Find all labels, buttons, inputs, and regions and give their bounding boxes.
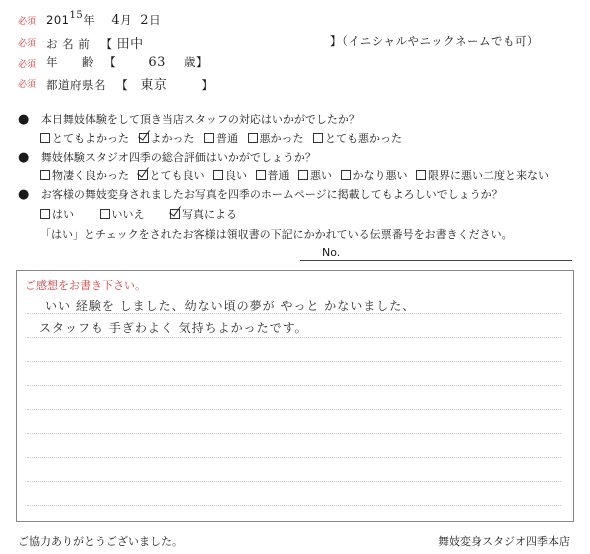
option[interactable]: 物凄く良かった: [40, 169, 129, 182]
name-label: お 名 前: [46, 37, 91, 51]
ruled-line: [27, 409, 561, 410]
year-correction: 15: [69, 10, 84, 21]
question-3-options: [40, 206, 237, 222]
ruled-line: [27, 337, 561, 338]
question-2: [18, 149, 316, 165]
day-value: 2: [140, 13, 150, 28]
question-3: [18, 186, 503, 202]
question-3-note: 「はい」とチェックをされたお客様は領収書の下記にかかれている伝票番号をお書きください。: [40, 228, 513, 241]
prefecture-label: 都道府県名: [46, 78, 106, 92]
checkbox-icon[interactable]: [213, 170, 223, 180]
option[interactable]: よかった: [139, 132, 195, 145]
required-mark: 必須: [18, 17, 37, 27]
ruled-line: [27, 385, 561, 386]
checkbox-icon[interactable]: [40, 170, 50, 180]
age-label: 年 齢: [46, 55, 94, 69]
option[interactable]: とてもよかった: [40, 132, 129, 145]
date-field[interactable]: [46, 12, 161, 28]
option[interactable]: 限界に悪い二度と来ない: [416, 169, 549, 182]
prefecture-close-bracket: 】: [201, 78, 214, 92]
age-open-bracket: 【: [104, 55, 117, 69]
name-field[interactable]: [46, 33, 144, 52]
footer-thanks: ご協力ありがとうございました。: [18, 535, 183, 548]
ruled-line: [27, 481, 561, 482]
checkbox-checked-icon[interactable]: [139, 133, 149, 143]
name-note-text: （イニシャルやニックネームでも可）: [342, 34, 539, 48]
option[interactable]: 悪い: [298, 169, 332, 182]
ruled-line: [27, 361, 561, 362]
bullet-icon: ●: [18, 150, 30, 165]
prefecture-value: 東京: [140, 78, 168, 93]
footer-studio: 舞妓変身スタジオ四季本店: [438, 535, 570, 548]
number-underline: [300, 260, 572, 261]
checkbox-checked-icon[interactable]: [170, 209, 180, 219]
comment-line-2: スタッフも 手ぎわよく 気持ちよかったです。: [39, 321, 308, 335]
number-label: No.: [322, 246, 341, 259]
age-unit: 歳】: [184, 55, 209, 69]
option[interactable]: かなり悪い: [341, 169, 408, 182]
day-label: 日: [149, 13, 162, 27]
option[interactable]: 普通: [256, 169, 290, 182]
option[interactable]: 悪かった: [248, 132, 304, 145]
option[interactable]: 写真による: [170, 208, 237, 221]
option[interactable]: はい: [40, 208, 74, 221]
checkbox-icon[interactable]: [40, 209, 50, 219]
prefecture-open-bracket: 【: [116, 78, 129, 92]
comment-line-1: いい 経験を しました、幼ない頃の夢が やっと かないました、: [45, 299, 416, 313]
age-value: 63: [148, 55, 166, 70]
name-close-bracket: 】: [330, 34, 342, 48]
bullet-icon: ●: [18, 112, 30, 127]
prefecture-field[interactable]: [46, 74, 213, 93]
checkbox-icon[interactable]: [40, 133, 50, 143]
question-2-text: 舞妓体験スタジオ四季の総合評価はいかがでしょうか？: [40, 151, 316, 164]
checkbox-icon[interactable]: [313, 133, 323, 143]
required-mark: 必須: [18, 39, 37, 49]
question-1: [18, 111, 360, 127]
bullet-icon: ●: [18, 187, 30, 202]
year-prefix: 201: [46, 13, 70, 27]
month-value: 4: [111, 13, 121, 28]
option[interactable]: いいえ: [100, 208, 145, 221]
question-2-options: [40, 167, 549, 183]
question-1-options: [40, 130, 402, 146]
name-value: 田中: [116, 37, 144, 52]
year-label: 年: [83, 13, 96, 27]
ruled-line: [27, 457, 561, 458]
ruled-line: [27, 505, 561, 506]
checkbox-icon[interactable]: [341, 170, 351, 180]
checkbox-icon[interactable]: [416, 170, 426, 180]
checkbox-icon[interactable]: [256, 170, 266, 180]
month-label: 月: [120, 13, 133, 27]
option[interactable]: とても良い: [138, 169, 205, 182]
option[interactable]: とても悪かった: [313, 132, 402, 145]
comment-box[interactable]: [16, 270, 574, 522]
checkbox-icon[interactable]: [100, 209, 110, 219]
comment-heading: ご感想をお書き下さい。: [25, 279, 146, 292]
age-field[interactable]: [46, 54, 208, 70]
checkbox-icon[interactable]: [298, 170, 308, 180]
checkbox-checked-icon[interactable]: [138, 170, 148, 180]
option[interactable]: 良い: [213, 169, 247, 182]
required-mark: 必須: [18, 80, 37, 90]
required-mark: 必須: [18, 60, 37, 70]
ruled-line: [27, 433, 561, 434]
name-open-bracket: 【: [100, 37, 113, 51]
checkbox-icon[interactable]: [248, 133, 258, 143]
question-1-text: 本日舞妓体験をして頂き当店スタッフの対応はいかがでしたか？: [40, 113, 360, 126]
option[interactable]: 普通: [204, 132, 238, 145]
question-3-text: お客様の舞妓変身されましたお写真を四季のホームページに掲載してもよろしいでしょうか？: [40, 188, 503, 201]
name-note: [330, 33, 539, 49]
checkbox-icon[interactable]: [204, 133, 214, 143]
